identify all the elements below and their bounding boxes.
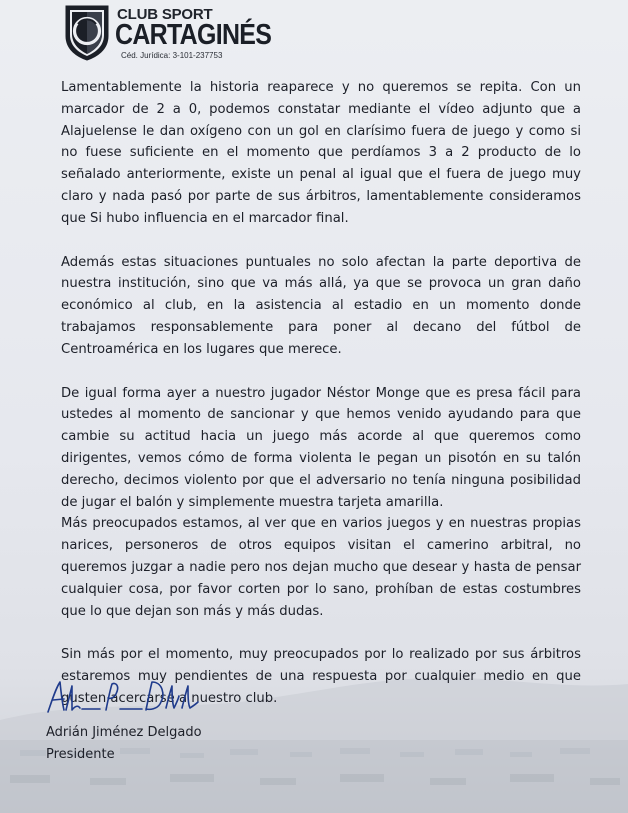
letterhead	[62, 2, 302, 66]
legal-id: Céd. Jurídica: 3-101-237753	[121, 51, 223, 60]
club-name-line1: CLUB SPORT	[117, 6, 213, 23]
paragraph-2: Además estas situaciones puntuales no solo afectan la parte deportiva de nuestra institución, sino que va más allá, ya que se provoca un gran daño económico al club, en la asistencia al estadio en un momento donde trabajamos responsablemente para poner al decano del fútbol de Centroamérica en los lugares que merece.	[61, 254, 581, 357]
club-crest-icon	[62, 2, 112, 62]
paragraph-5: Sin más por el momento, muy preocupados por lo realizado por sus árbitros estaremos muy pendientes de una respuesta por cualquier medio en que gusten acercarse a nuestro club.	[61, 647, 581, 706]
club-name-line2: CARTAGINÉS	[115, 19, 272, 51]
paragraph-1: Lamentablemente la historia reaparece y no queremos se repita. Con un marcador de 2 a 0, podemos constatar mediante el vídeo adjunto que a Alajuelense le dan oxígeno con un gol en clarísimo fuera de juego y como si no fuese suficiente en el momento que perdíamos 3 a 2 producto de lo señalado anteriormente, existe un penal al igual que el fuera de juego muy claro y nada pasó por parte de sus árbitros, lamentablemente consideramos que Si hubo influencia en el marcador final.	[61, 80, 581, 226]
letter-body	[61, 77, 581, 710]
handwritten-signature	[42, 672, 202, 720]
paragraph-4: Más preocupados estamos, al ver que en varios juegos y en nuestras propias narices, personeros de otros equipos visitan el camerino arbitral, no queremos juzgar a nadie pero nos dejan mucho que desear y hasta de pensar cualquier cosa, por favor corten por lo sano, prohíban de estas costumbres que lo que dejan son más y más dudas.	[61, 516, 581, 619]
signatory-name: Adrián Jiménez Delgado	[46, 725, 202, 740]
paragraph-3: De igual forma ayer a nuestro jugador Néstor Monge que es presa fácil para ustedes al momento de sancionar y que hemos venido ayudando para que cambie su actitud hacia un juego más acorde al que queremos como dirigentes, vemos cómo de forma violenta le pegan un pisotón en su talón derecho, decimos violento por que el adversario no tenía ninguna posibilidad de jugar el balón y simplemente muestra tarjeta amarilla.	[61, 385, 581, 510]
signatory-title: Presidente	[46, 747, 115, 762]
